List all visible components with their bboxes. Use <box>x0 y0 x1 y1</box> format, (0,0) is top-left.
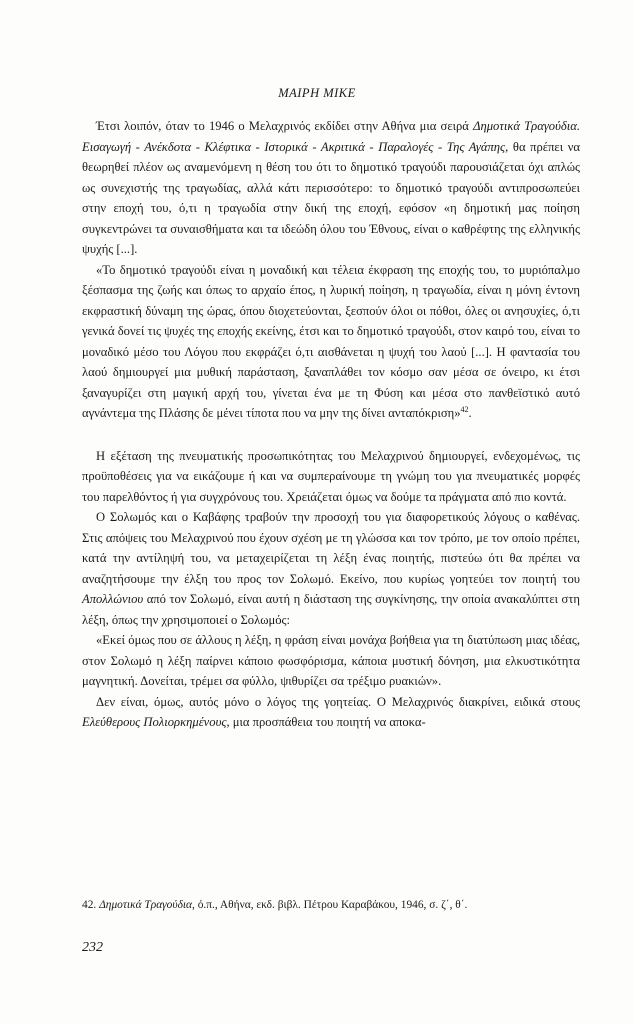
quotation-1 <box>82 260 580 424</box>
quotation-1-end: . <box>468 406 472 420</box>
paragraph-3-text-b: από τον Σολωμό, είναι αυτή η διάσταση της συγκίνησης, την οποία ανακαλύπτει στη λέξη, όπως την χρησιμοποιεί ο Σολωμός: <box>82 592 580 627</box>
paragraph-3-text-a: Ο Σολωμός και ο Καβάφης τραβούν την προσοχή του για διαφορετικούς λόγους ο καθένας. Στις απόψεις του Μελαχρινού που έχουν σχέση με τη γλώσσα και τον τρόπο, με τον οποίο πρέπει, κατά την αντίληψή του, να μεταχειρίζεται τη λέξη ένας ποιητής, πιστεύω ότι θα πρέπει να αναζητήσουμε την έλξη του προς τον Σολωμό. Εκείνο, που κυρίως γοητεύει τον ποιητή του <box>82 510 580 586</box>
footnote-42 <box>82 897 580 913</box>
paragraph-1 <box>82 116 580 260</box>
main-text <box>82 116 580 733</box>
paragraph-4-text-b: , μια προσπάθεια του ποιητή να αποκα- <box>226 715 426 729</box>
footnote-ref-42: 42 <box>460 404 469 414</box>
paragraph-4 <box>82 692 580 733</box>
quotation-2: «Εκεί όμως που σε άλλους η λέξη, η φράση είναι μονάχα βοήθεια για τη διατύπωση μιας ιδέας, στον Σολωμό η λέξη παίρνει κάποιο φωσφόρισμα, κάποια μυστική δόνηση, μια ελκυστικότητα μαγνητική. Δονείται, τρέμει σα φύλλο, ψιθυρίζει σα τρέξιμο ρυακιών». <box>82 633 580 688</box>
page-number: 232 <box>82 940 103 955</box>
paragraph-4-text-a: Δεν είναι, όμως, αυτός μόνο ο λόγος της γοητείας. Ο Μελαχρινός διακρίνει, ειδικά στους <box>96 694 580 709</box>
quotation-1-text: «Το δημοτικό τραγούδι είναι η μοναδική και τέλεια έκφραση της εποχής του, το μυριόπαλμο ξέσπασμα της ζωής και όπως το αρχαίο έπος, η λυρική ποίηση, η τραγωδία, είναι η μόνη έντονη εκφραστική δύναμη της ώρας, όπου διοχετεύονται, ξεσπούν όλοι οι πόθοι, όλες οι ανησυχίες, ό,τι γενικά δονεί τις ψυχές της εποχής εκείνης, έτσι και το δημοτικό τραγούδι, στον καιρό του, είναι το μοναδικό μέσο του Λόγου που εκφράζει ό,τι αισθάνεται η ψυχή του λαού [...]. Η φαντασία του λαού δημιουργεί μια μυθική παράσταση, ξαναπλάθει τον κόσμο σαν μέσα σε όνειρο, κι έτσι ξαναγυρίζει στη μαγική αρχή του, γίνεται ένα με τη Φύση και μέσα στο πανθεϊστικό αυτό αγνάντεμα της Πλάσης δε μένει τίποτα που να μην της δίνει ανταπόκριση» <box>82 262 580 420</box>
footnote-title: Δημοτικά Τραγούδια <box>99 899 193 911</box>
paragraph-2: Η εξέταση της πνευματικής προσωπικότητας του Μελαχρινού δημιουργεί, ενδεχομένως, τις προϋποθέσεις για να εικάζουμε ή και να συμπεραίνουμε τη γνώμη του για πνευματικές μορφές του παρελθόντος ή για συγχρόνους του. Χρειάζεται όμως να δούμε τα πράγματα από πιο κοντά. <box>82 448 580 504</box>
eleftheroi-poliorkimenoi-title: Ελεύθερους Πολιορκημένους <box>82 715 227 729</box>
paragraph-1-text-b: , θα πρέπει να θεωρηθεί πλέον ως αναμενόμενη η θέση του ότι το δημοτικό τραγούδι παρουσιάζεται όχι απλώς ως συνεχιστής της τραγωδίας, αλλά κάτι περισσότερο: το δημοτικό τραγούδι αντιπροσωπεύει στην εποχή του, ό,τι η τραγωδία στην δική της εποχή, εφόσον «η δημοτική μας ποίηση συγκεντρώνει τα συναισθήματα και τα ιδεώδη όλου του Έθνους, είναι ο καθρέφτης της ελληνικής ψυχής [...]. <box>82 139 581 256</box>
book-title: Δημοτικά Τραγούδια. Εισαγωγή - Ανέκδοτα - Κλέφτικα - Ιστορικά - Ακριτικά - Παραλογές - Της Αγάπης <box>82 119 580 154</box>
running-head: ΜΑΙΡΗ ΜΙΚΕ <box>278 86 356 100</box>
footnote-text: , ό.π., Αθήνα, εκδ. βιβλ. Πέτρου Καραβάκου, 1946, σ. ζ΄, θ΄. <box>192 899 468 911</box>
paragraph-3 <box>82 507 580 630</box>
footnote-number: 42. <box>82 899 97 911</box>
paragraph-1-text-a: Έτσι λοιπόν, όταν το 1946 ο Μελαχρινός εκδίδει στην Αθήνα μια σειρά <box>96 119 474 133</box>
apollonios-title: Απολλώνιου <box>82 592 144 606</box>
